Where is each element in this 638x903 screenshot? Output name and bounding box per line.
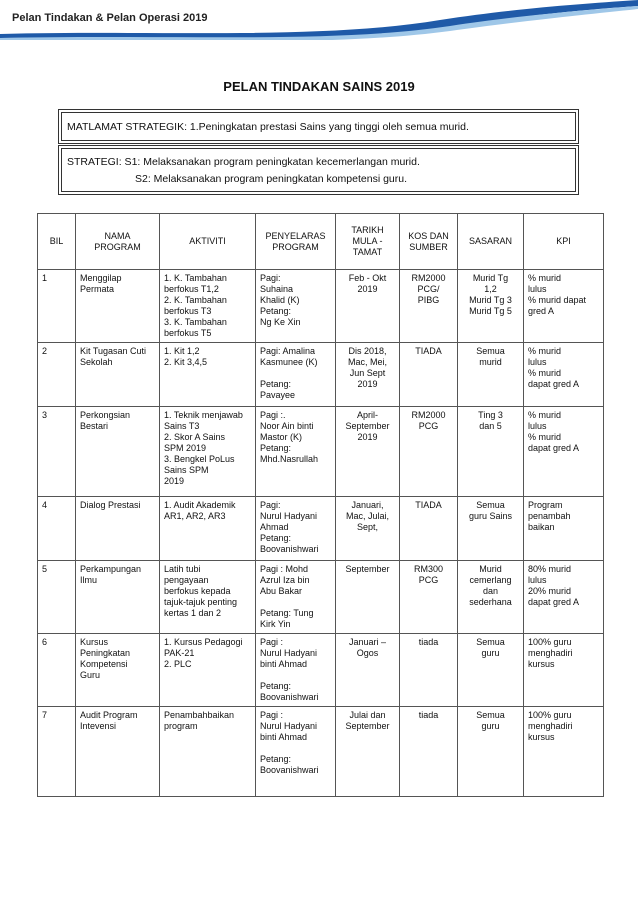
cell-aktiviti-line: berfokus T3 [164, 306, 212, 316]
cell-sasaran-line: cemerlang [469, 575, 512, 585]
cell-kpi-line: % murid [528, 410, 562, 420]
cell-kpi-line: kursus [528, 659, 555, 669]
cell-nama-line: Peningkatan [80, 648, 131, 658]
header-nama-line: PROGRAM [94, 241, 141, 252]
cell-penyelaras-line: Nurul Hadyani [260, 721, 318, 731]
cell-sasaran-line: 1,2 [484, 284, 497, 294]
strategi-line-2: S2: Melaksanakan program peningkatan kompetensi guru. [135, 173, 407, 185]
cell-aktiviti [160, 407, 256, 497]
cell-sasaran [458, 497, 524, 561]
cell-tarikh-line: Januari, [351, 500, 384, 510]
cell-tarikh-line: Mac, Mei, [347, 357, 387, 367]
cell-tarikh-line: Feb - Okt [348, 273, 387, 283]
cell-aktiviti-line: kertas 1 dan 2 [164, 608, 222, 618]
table-row [38, 634, 604, 707]
cell-tarikh-line: April- [356, 410, 378, 420]
cell-tarikh-line: 2019 [357, 284, 378, 294]
cell-penyelaras-line: Boovanishwari [260, 765, 319, 775]
cell-tarikh [336, 270, 400, 343]
page-title: PELAN TINDAKAN SAINS 2019 [223, 79, 415, 94]
cell-nama-line: Intevensi [80, 721, 117, 731]
header-kos-line: SUMBER [409, 241, 448, 252]
cell-aktiviti-line: 2. Kit 3,4,5 [164, 357, 208, 367]
cell-kpi-line: % murid dapat [528, 295, 587, 305]
cell-sasaran-line: Semua [476, 500, 505, 510]
cell-aktiviti-line: Penambahbaikan [164, 710, 235, 720]
cell-kpi-line: lulus [528, 357, 547, 367]
cell-aktiviti-line: program [164, 721, 198, 731]
cell-sasaran [458, 343, 524, 407]
cell-tarikh-line: September [345, 721, 390, 731]
cell-aktiviti-line: 2. Skor A Sains [164, 432, 226, 442]
cell-sasaran-line: Semua [476, 710, 505, 720]
cell-tarikh [336, 343, 400, 407]
cell-sasaran-line: Ting 3 [478, 410, 503, 420]
cell-sasaran-line: guru [481, 721, 500, 731]
cell-aktiviti-line: Sains SPM [164, 465, 209, 475]
cell-kpi [524, 561, 604, 634]
cell-aktiviti-line: 2. PLC [164, 659, 192, 669]
cell-kos-line: TIADA [415, 500, 442, 510]
cell-aktiviti [160, 497, 256, 561]
cell-sasaran-line: Murid Tg 3 [469, 295, 512, 305]
header-kos [400, 214, 458, 270]
cell-penyelaras-line: Boovanishwari [260, 544, 319, 554]
cell-nama-line: Kursus [80, 637, 109, 647]
cell-bil: 6 [38, 634, 76, 707]
cell-aktiviti-line: 2019 [164, 476, 185, 486]
matlamat-box [58, 109, 579, 144]
cell-kos [400, 343, 458, 407]
document-header-label: Pelan Tindakan & Pelan Operasi 2019 [12, 12, 208, 24]
cell-penyelaras-line: Pagi: [260, 273, 281, 283]
cell-aktiviti-line: AR1, AR2, AR3 [164, 511, 226, 521]
cell-penyelaras [256, 407, 336, 497]
cell-penyelaras-line: Pavayee [260, 390, 296, 400]
cell-nama-line: Ilmu [80, 575, 98, 585]
cell-penyelaras [256, 270, 336, 343]
cell-penyelaras-line: Pagi : [260, 710, 284, 720]
cell-nama-line: Audit Program [80, 710, 138, 720]
cell-aktiviti-line: Sains T3 [164, 421, 200, 431]
cell-kos-line: RM300 [413, 564, 443, 574]
cell-tarikh-line: September [345, 421, 390, 431]
cell-tarikh-line: Julai dan [349, 710, 386, 720]
cell-aktiviti-line: 1. Kursus Pedagogi [164, 637, 243, 647]
cell-penyelaras [256, 497, 336, 561]
cell-penyelaras-line: Ahmad [260, 522, 289, 532]
cell-kos [400, 707, 458, 797]
cell-penyelaras-line: Petang: Tung [260, 608, 314, 618]
action-plan-table [37, 213, 604, 797]
cell-aktiviti-line: Latih tubi [164, 564, 201, 574]
strategi-box [58, 145, 579, 195]
cell-aktiviti-line: SPM 2019 [164, 443, 207, 453]
cell-penyelaras-line: Azrul Iza bin [260, 575, 310, 585]
cell-kos [400, 270, 458, 343]
cell-sasaran-line: Semua [476, 346, 505, 356]
header-nama-line: NAMA [104, 230, 131, 241]
table-row [38, 497, 604, 561]
cell-aktiviti-line: 1. Audit Akademik [164, 500, 236, 510]
cell-sasaran-line: murid [479, 357, 502, 367]
strategi-line-1: STRATEGI: S1: Melaksanakan program peningkatan kecemerlangan murid. [67, 156, 420, 168]
cell-penyelaras-line: Mhd.Nasrullah [260, 454, 319, 464]
cell-penyelaras-line: Suhaina [260, 284, 294, 294]
header-penyelaras-line: PROGRAM [272, 241, 319, 252]
cell-kpi-line: % murid [528, 368, 562, 378]
header-tarikh-line: MULA - [352, 236, 383, 246]
cell-kpi-line: 20% murid [528, 586, 572, 596]
cell-tarikh-line: Jun Sept [349, 368, 386, 378]
table-header-row [38, 214, 604, 270]
cell-tarikh-line: Dis 2018, [348, 346, 387, 356]
cell-bil: 2 [38, 343, 76, 407]
cell-penyelaras-line [260, 743, 331, 754]
table-row [38, 561, 604, 634]
cell-kos [400, 497, 458, 561]
cell-kpi [524, 407, 604, 497]
cell-sasaran-line: guru Sains [468, 511, 513, 521]
table-body [38, 270, 604, 797]
header-kpi: KPI [524, 214, 604, 270]
cell-kpi-line: menghadiri [528, 648, 573, 658]
cell-kos-line: tiada [418, 710, 439, 720]
cell-kos [400, 634, 458, 707]
cell-kpi-line: 80% murid [528, 564, 572, 574]
cell-penyelaras-line: Boovanishwari [260, 692, 319, 702]
cell-nama-line: Perkongsian [80, 410, 131, 420]
header-penyelaras [256, 214, 336, 270]
cell-penyelaras-line: Petang: [260, 681, 292, 691]
cell-sasaran [458, 270, 524, 343]
header-aktiviti: AKTIVITI [160, 214, 256, 270]
cell-nama [76, 497, 160, 561]
cell-penyelaras-line: binti Ahmad [260, 659, 308, 669]
cell-nama [76, 634, 160, 707]
cell-aktiviti-line: 1. Kit 1,2 [164, 346, 200, 356]
cell-penyelaras-line: Mastor (K) [260, 432, 303, 442]
cell-nama [76, 707, 160, 797]
cell-nama-line: Menggilap [80, 273, 122, 283]
cell-penyelaras-line: Khalid (K) [260, 295, 300, 305]
cell-sasaran-line: Murid Tg [472, 273, 509, 283]
cell-penyelaras-line: Petang: [260, 379, 292, 389]
table-row [38, 270, 604, 343]
cell-bil: 7 [38, 707, 76, 797]
cell-sasaran-line: dan [482, 586, 499, 596]
cell-kpi-line: lulus [528, 284, 547, 294]
cell-penyelaras-line: Kasmunee (K) [260, 357, 318, 367]
cell-kos-line: PCG [418, 421, 439, 431]
cell-aktiviti-line: 3. Bengkel PoLus [164, 454, 235, 464]
cell-penyelaras-line [260, 368, 331, 379]
cell-penyelaras-line [260, 670, 331, 681]
cell-penyelaras-line: Pagi : [260, 637, 284, 647]
cell-tarikh-line: Ogos [356, 648, 379, 658]
cell-kpi-line: baikan [528, 522, 555, 532]
cell-sasaran-line: Murid Tg 5 [469, 306, 512, 316]
cell-kos-line: TIADA [415, 346, 442, 356]
cell-aktiviti-line: 2. K. Tambahan [164, 295, 227, 305]
cell-bil: 1 [38, 270, 76, 343]
cell-nama-line: Bestari [80, 421, 109, 431]
cell-aktiviti-line: PAK-21 [164, 648, 195, 658]
cell-penyelaras-line [260, 597, 331, 608]
cell-nama [76, 561, 160, 634]
cell-penyelaras-line: Petang: [260, 443, 292, 453]
cell-nama-line: Guru [80, 670, 101, 680]
cell-penyelaras-line: Nurul Hadyani [260, 511, 318, 521]
cell-tarikh-line: Sept, [356, 522, 378, 532]
cell-penyelaras-line: Petang: [260, 533, 292, 543]
cell-penyelaras-line: Pagi :. [260, 410, 286, 420]
header-penyelaras-line: PENYELARAS [265, 230, 326, 241]
cell-penyelaras-line: binti Ahmad [260, 732, 308, 742]
cell-aktiviti-line: berfokus T5 [164, 328, 212, 338]
cell-kos-line: PCG [418, 575, 439, 585]
cell-penyelaras-line: Pagi : Mohd [260, 564, 309, 574]
table-row [38, 707, 604, 797]
cell-penyelaras-line: Petang: [260, 754, 292, 764]
cell-aktiviti [160, 634, 256, 707]
cell-penyelaras-line: Abu Bakar [260, 586, 303, 596]
cell-penyelaras-line: Pagi: Amalina [260, 346, 316, 356]
cell-sasaran-line: Semua [476, 637, 505, 647]
cell-kpi-line: lulus [528, 575, 547, 585]
table-row [38, 407, 604, 497]
cell-kpi-line: 100% guru [528, 710, 572, 720]
cell-nama [76, 343, 160, 407]
header-sasaran: SASARAN [458, 214, 524, 270]
cell-kpi-line: menghadiri [528, 721, 573, 731]
cell-penyelaras-line: Petang: [260, 306, 292, 316]
cell-kpi [524, 634, 604, 707]
cell-nama [76, 407, 160, 497]
cell-sasaran [458, 561, 524, 634]
cell-aktiviti [160, 270, 256, 343]
cell-aktiviti [160, 343, 256, 407]
cell-penyelaras-line: Noor Ain binti [260, 421, 314, 431]
cell-penyelaras-line: Pagi: [260, 500, 281, 510]
cell-tarikh [336, 407, 400, 497]
header-tarikh [336, 214, 400, 270]
cell-kpi-line: % murid [528, 346, 562, 356]
cell-kos-line: PCG/ [417, 284, 440, 294]
cell-aktiviti-line: berfokus T1,2 [164, 284, 219, 294]
cell-tarikh-line: 2019 [357, 432, 378, 442]
cell-tarikh [336, 634, 400, 707]
cell-aktiviti-line: 3. K. Tambahan [164, 317, 227, 327]
cell-bil: 4 [38, 497, 76, 561]
cell-penyelaras [256, 634, 336, 707]
cell-kpi-line: Program [528, 500, 563, 510]
cell-nama-line: Kit Tugasan Cuti [80, 346, 147, 356]
cell-penyelaras-line: Ng Ke Xin [260, 317, 301, 327]
cell-aktiviti-line: berfokus kepada [164, 586, 231, 596]
cell-sasaran [458, 707, 524, 797]
cell-kos-line: RM2000 [411, 273, 446, 283]
cell-kos [400, 561, 458, 634]
header-nama [76, 214, 160, 270]
cell-kos [400, 407, 458, 497]
cell-penyelaras-line: Kirk Yin [260, 619, 291, 629]
cell-sasaran-line: dan 5 [479, 421, 502, 431]
cell-nama-line: Sekolah [80, 357, 113, 367]
cell-aktiviti-line: 1. K. Tambahan [164, 273, 227, 283]
cell-tarikh-line: September [345, 564, 390, 574]
cell-bil: 3 [38, 407, 76, 497]
strategi-box-inner-border [61, 148, 576, 192]
cell-kpi-line: 100% guru [528, 637, 572, 647]
cell-tarikh-line: Mac, Julai, [345, 511, 389, 521]
header-tarikh-line: TAMAT [352, 247, 383, 257]
cell-tarikh [336, 561, 400, 634]
cell-penyelaras-line: Nurul Hadyani [260, 648, 318, 658]
cell-kpi-line: dapat gred A [528, 443, 580, 453]
matlamat-text: MATLAMAT STRATEGIK: 1.Peningkatan prestasi Sains yang tinggi oleh semua murid. [67, 121, 469, 133]
cell-kpi-line: gred A [528, 306, 555, 316]
cell-penyelaras [256, 343, 336, 407]
cell-penyelaras [256, 707, 336, 797]
cell-nama-line: Perkampungan [80, 564, 142, 574]
cell-kpi-line: penambah [528, 511, 571, 521]
table-row [38, 343, 604, 407]
cell-tarikh [336, 497, 400, 561]
cell-kpi [524, 343, 604, 407]
cell-aktiviti [160, 561, 256, 634]
cell-sasaran-line: sederhana [469, 597, 512, 607]
header-bil: BIL [38, 214, 76, 270]
cell-tarikh-line: Januari – [348, 637, 387, 647]
cell-kpi-line: lulus [528, 421, 547, 431]
cell-aktiviti [160, 707, 256, 797]
cell-kpi-line: dapat gred A [528, 379, 580, 389]
cell-tarikh [336, 707, 400, 797]
page-header [0, 0, 638, 40]
cell-kos-line: tiada [418, 637, 439, 647]
cell-nama [76, 270, 160, 343]
cell-nama-line: Permata [80, 284, 115, 294]
cell-kpi [524, 497, 604, 561]
cell-kpi-line: kursus [528, 732, 555, 742]
cell-kos-line: PIBG [417, 295, 440, 305]
header-tarikh-line: TARIKH [351, 225, 384, 235]
cell-nama-line: Kompetensi [80, 659, 128, 669]
cell-nama-line: Dialog Prestasi [80, 500, 141, 510]
header-kos-line: KOS DAN [408, 230, 449, 241]
cell-tarikh-line: 2019 [357, 379, 378, 389]
cell-kpi [524, 707, 604, 797]
cell-sasaran-line: Murid [479, 564, 502, 574]
cell-kos-line: RM2000 [411, 410, 446, 420]
cell-aktiviti-line: 1. Teknik menjawab [164, 410, 243, 420]
cell-sasaran-line: guru [481, 648, 500, 658]
cell-kpi [524, 270, 604, 343]
cell-aktiviti-line: pengayaan [164, 575, 209, 585]
cell-bil: 5 [38, 561, 76, 634]
cell-aktiviti-line: tajuk-tajuk penting [164, 597, 238, 607]
cell-sasaran [458, 634, 524, 707]
cell-kpi-line: % murid [528, 432, 562, 442]
cell-kpi-line: dapat gred A [528, 597, 580, 607]
cell-kpi-line: % murid [528, 273, 562, 283]
cell-penyelaras [256, 561, 336, 634]
cell-sasaran [458, 407, 524, 497]
